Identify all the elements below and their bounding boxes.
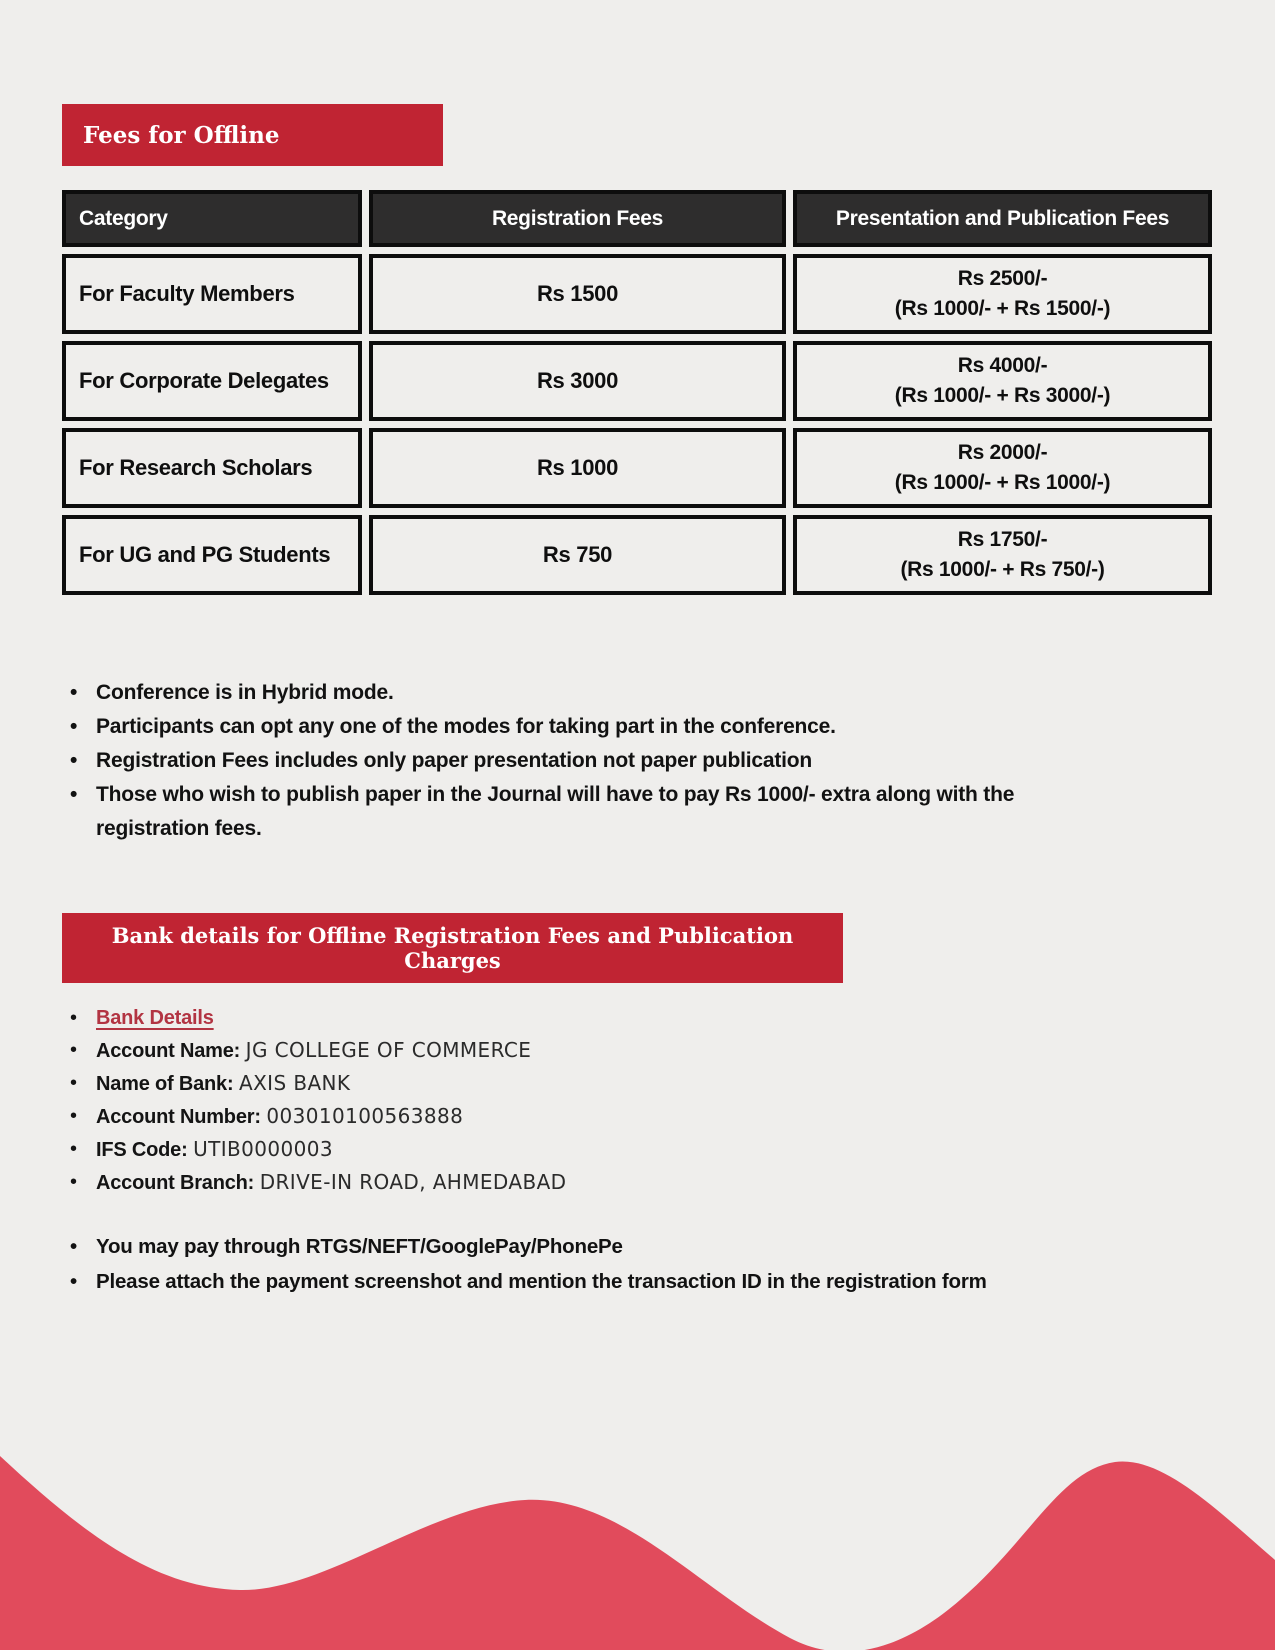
- payment-note-text: You may pay through RTGS/NEFT/GooglePay/PhonePe: [96, 1235, 623, 1258]
- registration-fee-value: Rs 750: [542, 542, 613, 567]
- fees-section-title: Fees for Offline: [83, 121, 280, 149]
- column-header-label: Category: [79, 206, 168, 230]
- conference-notes-list: [62, 676, 1167, 846]
- list-item: [62, 1034, 1167, 1067]
- category-label: For Faculty Members: [79, 281, 295, 306]
- list-item: [62, 744, 1132, 778]
- table-cell-category: [62, 341, 362, 421]
- field-value: UTIB0000003: [193, 1137, 334, 1161]
- table-cell-publication: [793, 341, 1212, 421]
- field-label: IFS Code:: [96, 1139, 188, 1161]
- publication-fee-breakdown: (Rs 1000/- + Rs 750/-): [900, 558, 1105, 581]
- category-label: For Research Scholars: [79, 455, 313, 480]
- list-item: [62, 1067, 1167, 1100]
- table-cell-publication: [793, 515, 1212, 595]
- table-cell-registration: [369, 254, 786, 334]
- fees-table: [62, 190, 1212, 595]
- publication-fee-breakdown: (Rs 1000/- + Rs 1500/-): [894, 297, 1111, 320]
- publication-fee-total: Rs 4000/-: [957, 354, 1048, 377]
- publication-fee-total: Rs 1750/-: [957, 528, 1048, 551]
- payment-note-text: Please attach the payment screenshot and mention the transaction ID in the registration form: [96, 1270, 987, 1293]
- publication-fee-total: Rs 2000/-: [957, 441, 1048, 464]
- field-value: JG COLLEGE OF COMMERCE: [245, 1038, 532, 1062]
- list-item: [62, 676, 1132, 710]
- note-text: Conference is in Hybrid mode.: [96, 681, 394, 704]
- table-cell-registration: [369, 515, 786, 595]
- table-cell-registration: [369, 341, 786, 421]
- field-label: Name of Bank:: [96, 1073, 234, 1095]
- fees-for-offline-badge: [62, 104, 443, 166]
- table-cell-category: [62, 254, 362, 334]
- registration-fee-value: Rs 1500: [536, 281, 619, 306]
- list-item: [62, 1264, 1202, 1299]
- table-cell-category: [62, 428, 362, 508]
- bank-details-list: [62, 1002, 1167, 1199]
- category-label: For Corporate Delegates: [79, 368, 329, 393]
- publication-fee-total: Rs 2500/-: [957, 267, 1048, 290]
- category-label: For UG and PG Students: [79, 542, 331, 567]
- field-value: DRIVE-IN ROAD, AHMEDABAD: [259, 1170, 567, 1194]
- field-value: 003010100563888: [266, 1104, 464, 1128]
- note-text: Those who wish to publish paper in the Journal will have to pay Rs 1000/- extra along with the registration fees.: [96, 783, 1015, 840]
- list-item: [62, 1100, 1167, 1133]
- table-cell-category: [62, 515, 362, 595]
- publication-fee-breakdown: (Rs 1000/- + Rs 1000/-): [894, 471, 1111, 494]
- column-header-category: [62, 190, 362, 247]
- registration-fee-value: Rs 3000: [536, 368, 619, 393]
- column-header-registration-fees: [369, 190, 786, 247]
- column-header-presentation-publication-fees: [793, 190, 1212, 247]
- list-item: [62, 1002, 1167, 1034]
- field-label: Account Name:: [96, 1040, 241, 1062]
- bank-details-link[interactable]: Bank Details: [96, 1007, 214, 1029]
- registration-fee-value: Rs 1000: [536, 455, 619, 480]
- list-item: [62, 710, 1132, 744]
- table-cell-publication: [793, 428, 1212, 508]
- note-text: Registration Fees includes only paper presentation not paper publication: [96, 749, 813, 772]
- column-header-label: Presentation and Publication Fees: [835, 206, 1170, 230]
- note-text: Participants can opt any one of the modes for taking part in the conference.: [96, 715, 836, 738]
- field-value: AXIS BANK: [239, 1071, 351, 1095]
- field-label: Account Branch:: [96, 1172, 255, 1194]
- publication-fee-breakdown: (Rs 1000/- + Rs 3000/-): [894, 384, 1111, 407]
- list-item: [62, 1166, 1167, 1199]
- list-item: [62, 778, 1132, 846]
- bank-details-banner: [62, 913, 843, 983]
- field-label: Account Number:: [96, 1106, 261, 1128]
- table-cell-publication: [793, 254, 1212, 334]
- list-item: [62, 1229, 1202, 1264]
- list-item: [62, 1133, 1167, 1166]
- bank-section-title: Bank details for Offline Registration Fees and Publication Charges: [111, 923, 794, 973]
- table-cell-registration: [369, 428, 786, 508]
- payment-notes-list: [62, 1229, 1202, 1299]
- column-header-label: Registration Fees: [491, 206, 664, 230]
- bottom-wave-decoration: [0, 1350, 1275, 1650]
